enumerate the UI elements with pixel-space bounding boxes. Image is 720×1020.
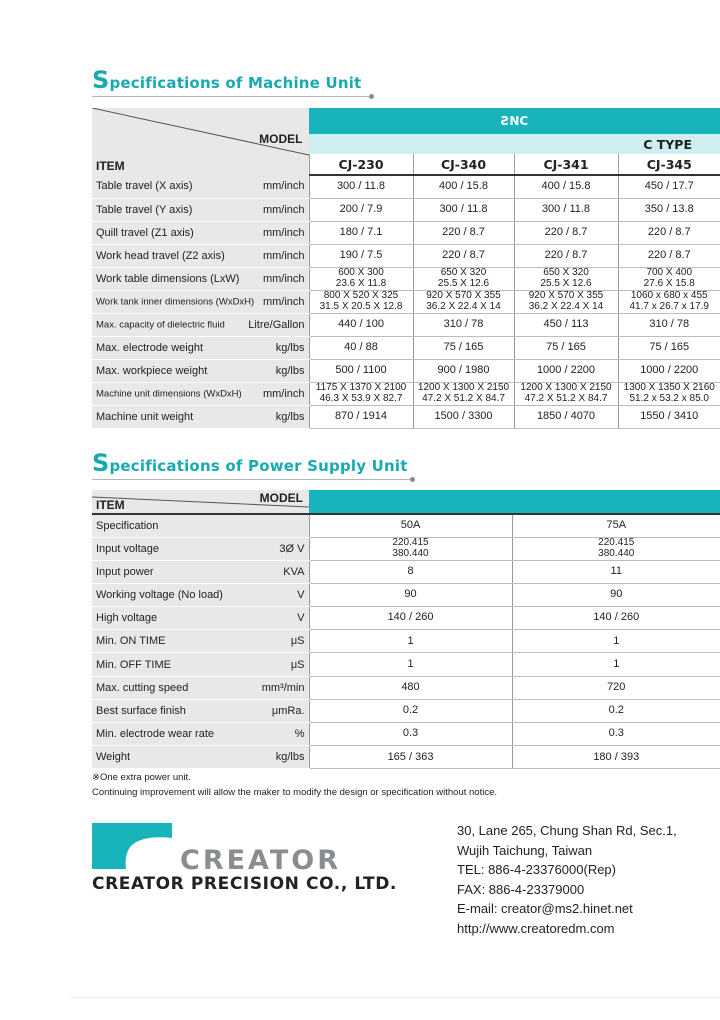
item-label: ITEM: [96, 159, 125, 173]
table-row: [92, 746, 720, 769]
row-label: Machine unit weight: [96, 410, 194, 423]
row-label: Specification: [96, 519, 159, 532]
table-corner-header: [92, 490, 309, 514]
row-label-cell: [92, 514, 309, 537]
value-cell: 1300 X 1350 X 2160 51.2 x 53.2 x 85.0: [618, 382, 720, 405]
value-cell: 1500 / 3300: [413, 405, 514, 428]
table-corner-header: [92, 108, 309, 175]
table-row: [92, 336, 720, 359]
value-cell: 0.3: [309, 723, 512, 746]
value-cell: 220 / 8.7: [514, 244, 618, 267]
row-label: Input voltage: [96, 542, 159, 555]
value-cell: 190 / 7.5: [309, 244, 413, 267]
value-cell: 720: [512, 676, 720, 699]
value-cell: 1: [512, 630, 720, 653]
row-unit: kg/lbs: [275, 341, 305, 354]
model-label: MODEL: [259, 491, 303, 505]
value-cell: 300 / 11.8: [309, 175, 413, 198]
value-cell: 310 / 78: [413, 313, 514, 336]
model-column-header: CJ-345: [618, 154, 720, 175]
row-unit: mm/inch: [262, 387, 305, 400]
value-cell: 1850 / 4070: [514, 405, 618, 428]
value-cell: 1550 / 3410: [618, 405, 720, 428]
row-label-cell: [92, 221, 309, 244]
model-column-header: CJ-340: [413, 154, 514, 175]
table-row: [92, 382, 720, 405]
value-cell: 220 / 8.7: [514, 221, 618, 244]
power-section-title: Specifications of Power Supply Unit: [92, 449, 408, 477]
row-label-cell: [92, 676, 309, 699]
row-label: Work head travel (Z2 axis): [96, 249, 225, 262]
footnote-improvement: Continuing improvement will allow the maker to modify the design or specification without notice.: [92, 787, 498, 798]
value-cell: 450 / 113: [514, 313, 618, 336]
row-label-cell: [92, 336, 309, 359]
value-cell: 650 X 320 25.5 X 12.6: [413, 267, 514, 290]
nc-group-header: ƧNC: [309, 108, 720, 134]
table-row: [92, 313, 720, 336]
value-cell: 90: [512, 583, 720, 606]
row-label-cell: [92, 175, 309, 198]
value-cell: 220.415 380.440: [309, 537, 512, 560]
value-cell: 50A: [309, 514, 512, 537]
value-cell: 400 / 15.8: [514, 175, 618, 198]
row-label-cell: [92, 746, 309, 769]
creator-logo-icon: [92, 823, 172, 869]
value-cell: 870 / 1914: [309, 405, 413, 428]
table-row: [92, 198, 720, 221]
table-row: [92, 514, 720, 537]
machine-spec-table: [92, 108, 720, 429]
row-label: Machine unit dimensions (WxDxH): [96, 388, 242, 399]
table-row: [92, 244, 720, 267]
table-row: [92, 583, 720, 606]
row-label-cell: [92, 560, 309, 583]
row-unit: mm/inch: [262, 272, 305, 285]
value-cell: 0.3: [512, 723, 720, 746]
row-label: Max. capacity of dielectric fluid: [96, 319, 225, 330]
model-column-header: CJ-230: [309, 154, 413, 175]
table-row: [92, 560, 720, 583]
value-cell: 440 / 100: [309, 313, 413, 336]
row-label: Working voltage (No load): [96, 588, 223, 601]
row-unit: %: [294, 728, 305, 741]
row-unit: mm/inch: [262, 226, 305, 239]
row-unit: kg/lbs: [275, 751, 305, 764]
value-cell: 480: [309, 676, 512, 699]
row-label-cell: [92, 405, 309, 428]
table-row: [92, 290, 720, 313]
table-row: [92, 537, 720, 560]
value-cell: 40 / 88: [309, 336, 413, 359]
title-dot: [410, 477, 415, 482]
value-cell: 140 / 260: [309, 607, 512, 630]
row-label-cell: [92, 290, 309, 313]
machine-section-title: Specifications of Machine Unit: [92, 66, 362, 94]
title-dot: [369, 94, 374, 99]
value-cell: 1060 x 680 x 455 41.7 x 26.7 x 17.9: [618, 290, 720, 313]
row-label: Weight: [96, 751, 131, 764]
row-label-cell: [92, 537, 309, 560]
value-cell: 180 / 7.1: [309, 221, 413, 244]
row-label: Work tank inner dimensions (WxDxH): [96, 296, 255, 307]
address-line-1: 30, Lane 265, Chung Shan Rd, Sec.1,: [457, 823, 677, 838]
value-cell: 180 / 393: [512, 746, 720, 769]
model-label: MODEL: [259, 132, 303, 146]
row-label: Min. electrode wear rate: [96, 728, 214, 741]
value-cell: 920 X 570 X 355 36.2 X 22.4 X 14: [514, 290, 618, 313]
row-unit: mm/inch: [262, 180, 305, 193]
row-label: Max. workpiece weight: [96, 364, 208, 377]
email-link[interactable]: E-mail: creator@ms2.hinet.net: [457, 901, 633, 916]
value-cell: 800 X 520 X 325 31.5 X 20.5 X 12.8: [309, 290, 413, 313]
value-cell: 220 / 8.7: [413, 221, 514, 244]
row-unit: KVA: [283, 565, 305, 578]
table-row: [92, 699, 720, 722]
value-cell: 450 / 17.7: [618, 175, 720, 198]
value-cell: 75A: [512, 514, 720, 537]
table-row: [92, 676, 720, 699]
value-cell: 220 / 8.7: [413, 244, 514, 267]
table-row: [92, 607, 720, 630]
row-label: Min. OFF TIME: [96, 658, 171, 671]
value-cell: 75 / 165: [514, 336, 618, 359]
row-label: Min. ON TIME: [96, 635, 166, 648]
value-cell: 1: [309, 653, 512, 676]
table-row: [92, 221, 720, 244]
address-line-2: Wujih Taichung, Taiwan: [457, 842, 593, 858]
value-cell: 1175 X 1370 X 2100 46.3 X 53.9 X 82.7: [309, 382, 413, 405]
company-address: [457, 821, 677, 938]
row-unit: mm/inch: [262, 249, 305, 262]
value-cell: 700 X 400 27.6 X 15.8: [618, 267, 720, 290]
value-cell: 1: [512, 653, 720, 676]
row-label: High voltage: [96, 612, 158, 625]
row-unit: mm/inch: [262, 295, 305, 308]
value-cell: 1200 X 1300 X 2150 47.2 X 51.2 X 84.7: [413, 382, 514, 405]
fax: FAX: 886-4-23379000: [457, 881, 585, 897]
row-label: Table travel (X axis): [96, 180, 193, 193]
title-underline: [92, 479, 412, 480]
row-label-cell: [92, 198, 309, 221]
value-cell: 11: [512, 560, 720, 583]
company-name: CREATOR PRECISION CO., LTD.: [92, 874, 397, 894]
value-cell: 90: [309, 583, 512, 606]
row-unit: μmRa.: [271, 704, 305, 717]
value-cell: 650 X 320 25.5 X 12.6: [514, 267, 618, 290]
row-unit: mm³/min: [261, 681, 305, 694]
table-row: [92, 653, 720, 676]
power-model-header: [309, 490, 720, 514]
model-column-header: CJ-341: [514, 154, 618, 175]
row-unit: kg/lbs: [275, 410, 305, 423]
row-unit: μS: [290, 635, 305, 648]
value-cell: 220 / 8.7: [618, 244, 720, 267]
value-cell: 220 / 8.7: [618, 221, 720, 244]
row-label-cell: [92, 382, 309, 405]
row-label-cell: [92, 607, 309, 630]
row-label-cell: [92, 267, 309, 290]
row-label-cell: [92, 723, 309, 746]
c-type-header: C TYPE: [309, 134, 720, 154]
value-cell: 140 / 260: [512, 607, 720, 630]
row-label-cell: [92, 313, 309, 336]
value-cell: 8: [309, 560, 512, 583]
row-unit: mm/inch: [262, 203, 305, 216]
value-cell: 1000 / 2200: [618, 359, 720, 382]
table-row: [92, 405, 720, 428]
value-cell: 200 / 7.9: [309, 198, 413, 221]
page-bottom-rule: [70, 997, 720, 998]
value-cell: 310 / 78: [618, 313, 720, 336]
value-cell: 300 / 11.8: [514, 198, 618, 221]
row-label-cell: [92, 583, 309, 606]
row-unit: Litre/Gallon: [248, 318, 305, 331]
row-unit: kg/lbs: [275, 364, 305, 377]
power-spec-table: [92, 490, 720, 769]
value-cell: 1000 / 2200: [514, 359, 618, 382]
value-cell: 600 X 300 23.6 X 11.8: [309, 267, 413, 290]
row-label: Max. electrode weight: [96, 341, 203, 354]
table-row: [92, 359, 720, 382]
value-cell: 1200 X 1300 X 2150 47.2 X 51.2 X 84.7: [514, 382, 618, 405]
row-unit: V: [297, 612, 305, 625]
row-label: Table travel (Y axis): [96, 203, 193, 216]
row-label-cell: [92, 244, 309, 267]
value-cell: 0.2: [309, 699, 512, 722]
value-cell: 75 / 165: [413, 336, 514, 359]
row-label-cell: [92, 699, 309, 722]
value-cell: 350 / 13.8: [618, 198, 720, 221]
row-label-cell: [92, 630, 309, 653]
website-link[interactable]: http://www.creatoredm.com: [457, 920, 615, 936]
row-label: Max. cutting speed: [96, 681, 189, 694]
value-cell: 400 / 15.8: [413, 175, 514, 198]
row-label: Quill travel (Z1 axis): [96, 226, 194, 239]
value-cell: 900 / 1980: [413, 359, 514, 382]
logo-wordmark: CREATOR: [180, 845, 342, 876]
row-label-cell: [92, 653, 309, 676]
table-row: [92, 723, 720, 746]
table-row: [92, 267, 720, 290]
row-unit: 3Ø V: [279, 542, 305, 555]
row-label: Input power: [96, 565, 154, 578]
row-unit: μS: [290, 658, 305, 671]
value-cell: 920 X 570 X 355 36.2 X 22.4 X 14: [413, 290, 514, 313]
value-cell: 500 / 1100: [309, 359, 413, 382]
table-row: [92, 630, 720, 653]
value-cell: 0.2: [512, 699, 720, 722]
value-cell: 75 / 165: [618, 336, 720, 359]
row-label-cell: [92, 359, 309, 382]
telephone: TEL: 886-4-23376000(Rep): [457, 862, 616, 877]
table-row: [92, 175, 720, 198]
value-cell: 220.415 380.440: [512, 537, 720, 560]
title-underline: [92, 96, 372, 97]
value-cell: 300 / 11.8: [413, 198, 514, 221]
item-label: ITEM: [96, 498, 125, 512]
row-label: Best surface finish: [96, 704, 186, 717]
value-cell: 1: [309, 630, 512, 653]
row-unit: V: [297, 588, 305, 601]
value-cell: 165 / 363: [309, 746, 512, 769]
footnote-extra-unit: ※One extra power unit.: [92, 772, 191, 783]
row-label: Work table dimensions (LxW): [96, 272, 240, 285]
